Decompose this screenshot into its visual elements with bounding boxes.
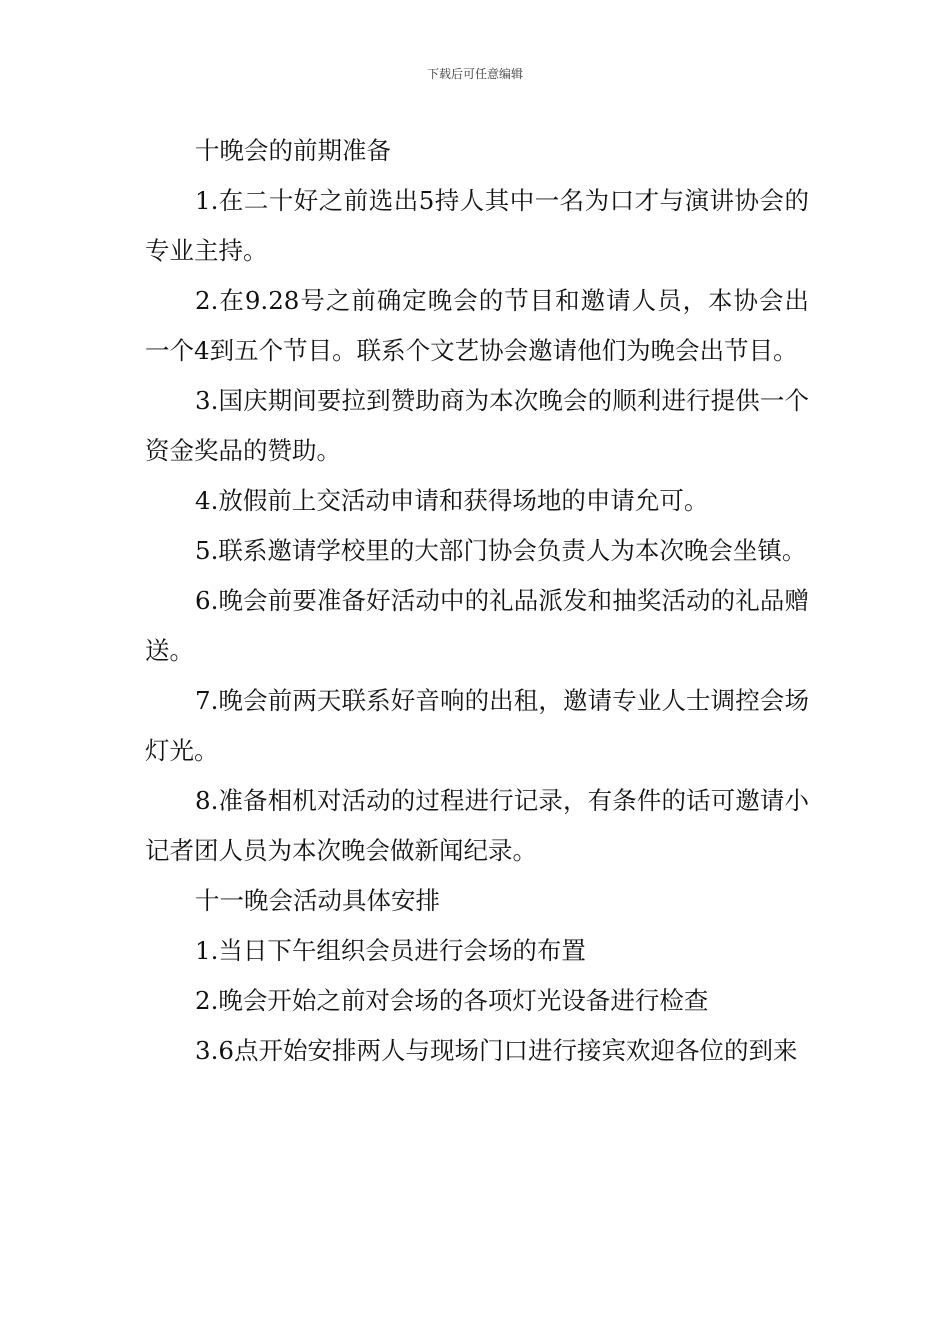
paragraph-item: 4.放假前上交活动申请和获得场地的申请允可。 xyxy=(195,486,709,515)
page-header-note: 下载后可任意编辑 xyxy=(426,67,523,81)
paragraph-item: 2.在9.28号之前确定晚会的节目和邀请人员，本协会出一个4到五个节目。联系个文艺协会邀请他们为晚会出节目。 xyxy=(145,286,809,365)
paragraph-item: 3.6点开始安排两人与现场门口进行接宾欢迎各位的到来 xyxy=(195,1036,798,1065)
paragraph-item: 3.国庆期间要拉到赞助商为本次晚会的顺利进行提供一个资金奖品的赞助。 xyxy=(145,386,809,465)
document-body xyxy=(145,126,809,1076)
paragraph-item: 6.晚会前要准备好活动中的礼品派发和抽奖活动的礼品赠送。 xyxy=(145,586,809,665)
paragraph-item: 2.晚会开始之前对会场的各项灯光设备进行检查 xyxy=(195,986,709,1015)
paragraph-item: 1.在二十好之前选出5持人其中一名为口才与演讲协会的专业主持。 xyxy=(145,186,809,265)
section-heading-preparation: 十晚会的前期准备 xyxy=(195,136,391,165)
paragraph-item: 5.联系邀请学校里的大部门协会负责人为本次晚会坐镇。 xyxy=(195,536,807,565)
section-heading-schedule: 十一晚会活动具体安排 xyxy=(195,886,440,915)
paragraph-item: 8.准备相机对活动的过程进行记录，有条件的话可邀请小记者团人员为本次晚会做新闻纪录。 xyxy=(145,786,809,865)
paragraph-item: 1.当日下午组织会员进行会场的布置 xyxy=(195,936,586,965)
paragraph-item: 7.晚会前两天联系好音响的出租，邀请专业人士调控会场灯光。 xyxy=(145,686,809,765)
